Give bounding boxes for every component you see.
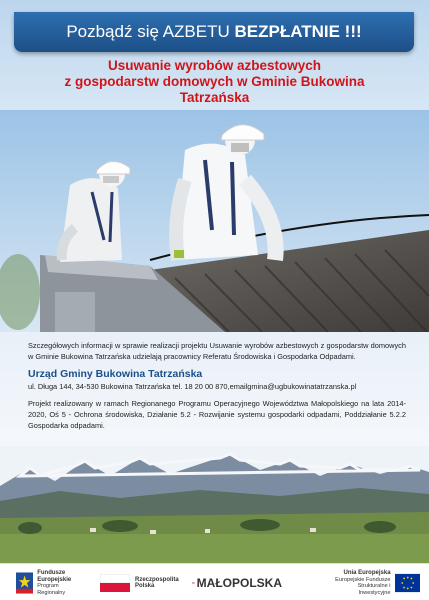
project-title-line2: z gospodarstw domowych w Gminie Bukowina bbox=[64, 74, 365, 89]
ue-line3: Strukturalne i Inwestycyjne bbox=[357, 583, 391, 596]
malopolska-m-icon bbox=[192, 576, 195, 590]
rp-line1: Rzeczpospolita bbox=[135, 576, 179, 583]
project-info-paragraph: Projekt realizowany w ramach Regionanego Programu Operacyjnego Województwa Małopolskiego na lata 2014-2020, Oś 5 - Ochrona środowiska, Działanie 5.2 - Rozwijanie systemu gospodarki odpadami, Poddziałanie 5.2.2 Gospodarka odpadami. bbox=[28, 399, 406, 430]
project-title-line3: Tatrzańska bbox=[179, 90, 250, 105]
eu-flag-icon bbox=[395, 573, 420, 593]
malopolska-text: MAŁOPOLSKA bbox=[196, 576, 282, 590]
headline-banner bbox=[14, 12, 414, 52]
headline-bold: BEZPŁATNIE !!! bbox=[234, 22, 362, 41]
headline-regular: Pozbądź się AZBETU bbox=[66, 22, 235, 41]
office-address: ul. Długa 144, 34-530 Bukowina Tatrzańska tel. 18 20 00 870,emailgmina@ugbukowinatatrzanska.pl bbox=[28, 382, 357, 391]
workers-roof-photo bbox=[0, 110, 429, 332]
polish-flag-icon bbox=[100, 574, 130, 592]
malopolska-logo bbox=[192, 570, 282, 596]
project-title bbox=[20, 58, 409, 106]
unia-europejska-logo bbox=[330, 570, 420, 596]
fe-line3: Program Regionalny bbox=[37, 583, 66, 596]
ue-line1: Unia Europejska bbox=[343, 570, 391, 576]
info-text bbox=[28, 340, 406, 437]
rzeczpospolita-logo bbox=[100, 570, 184, 596]
rp-line2: Polska bbox=[135, 583, 155, 589]
mountains-panorama bbox=[0, 446, 429, 566]
info-paragraph: Szczegółowych informacji w sprawie realizacji projektu Usuwanie wyrobów azbestowych z gospodarstw domowych w Gminie Bukowina Tatrzańska udzielają pracownicy Referatu Środowiska i Gospodarka Odpadami. bbox=[28, 341, 406, 361]
office-name: Urząd Gminy Bukowina Tatrzańska bbox=[28, 368, 203, 380]
fundusze-europejskie-logo bbox=[16, 570, 86, 596]
ue-line2: Europejskie Fundusze bbox=[335, 576, 391, 583]
fe-line1: Fundusze bbox=[37, 570, 66, 576]
project-title-line1: Usuwanie wyrobów azbestowych bbox=[107, 58, 322, 73]
fe-star-icon bbox=[16, 572, 33, 594]
footer-logos bbox=[0, 563, 429, 600]
fe-line2: Europejskie bbox=[37, 576, 72, 583]
